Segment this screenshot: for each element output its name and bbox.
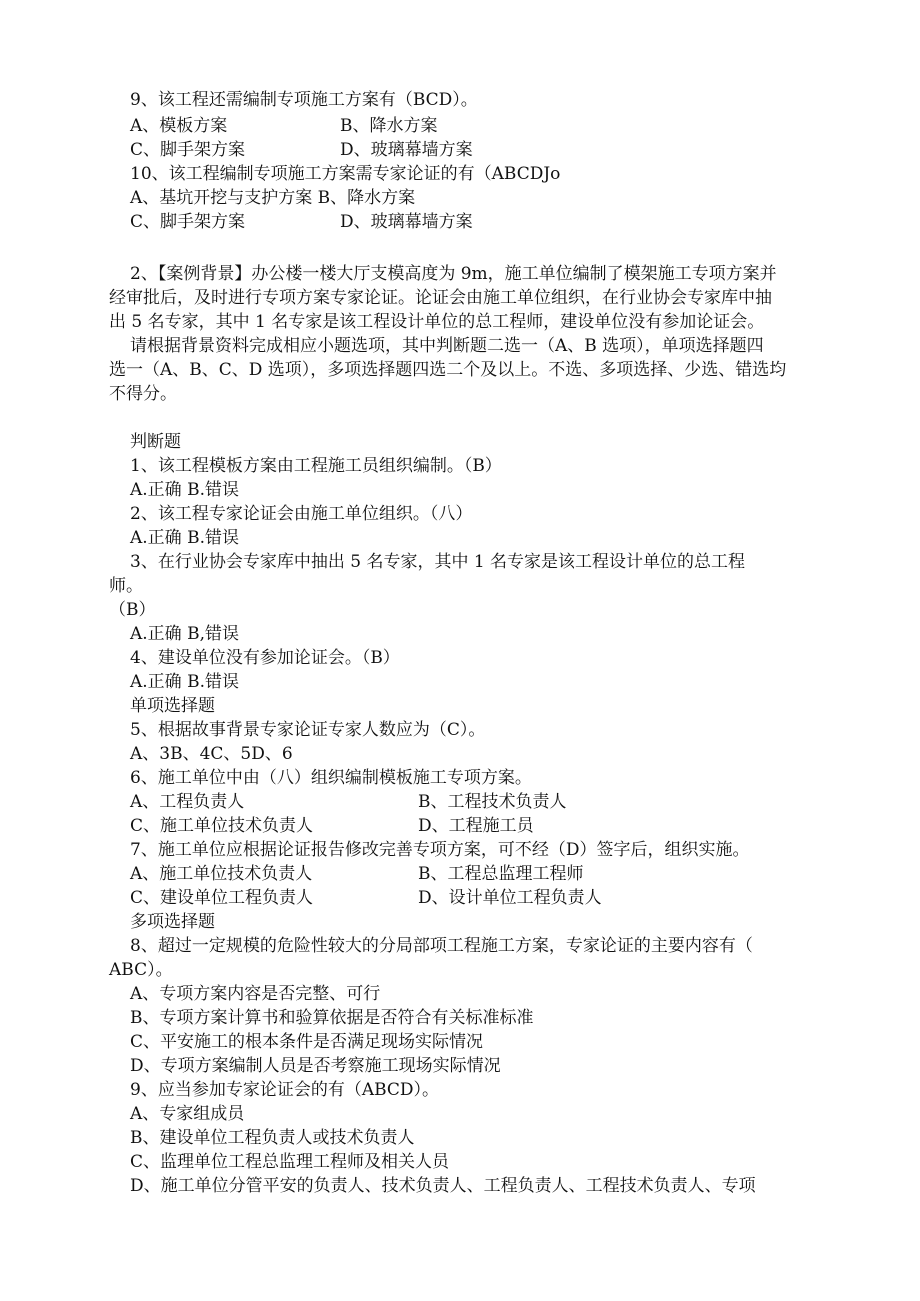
multi-question-8-line2: ABC）。 xyxy=(109,960,173,980)
single-question-6-options-row2 xyxy=(130,814,534,838)
option-c: C、脚手架方案 xyxy=(130,140,246,160)
section-heading-single-choice: 单项选择题 xyxy=(130,696,215,716)
option-a: A、工程负责人 xyxy=(130,792,245,812)
option-d: D、玻璃幕墙方案 xyxy=(340,212,473,232)
case-background-line3: 出 5 名专家，其中 1 名专家是该工程设计单位的总工程师，建设单位没有参加论证会。 xyxy=(109,312,765,332)
judge-question-1-options: A.正确 B.错误 xyxy=(130,480,239,500)
question-10-options-row1: A、基坑开挖与支护方案 B、降水方案 xyxy=(130,188,416,208)
judge-question-3-options: A.正确 B,错误 xyxy=(130,624,239,644)
single-question-6: 6、施工单位中由（八）组织编制模板施工专项方案。 xyxy=(130,768,532,788)
case-background-line1: 2、【案例背景】办公楼一楼大厅支模高度为 9m，施工单位编制了模架施工专项方案并 xyxy=(130,264,777,284)
instructions-line3: 不得分。 xyxy=(109,384,177,404)
question-9-options-row1 xyxy=(130,114,438,138)
option-c: C、施工单位技术负责人 xyxy=(130,816,314,836)
option-c: C、脚手架方案 xyxy=(130,212,246,232)
option-d: D、设计单位工程负责人 xyxy=(418,888,602,908)
option-a: A、施工单位技术负责人 xyxy=(130,864,313,884)
judge-question-3-answer: （B） xyxy=(109,600,156,620)
single-question-7: 7、施工单位应根据论证报告修改完善专项方案，可不经（D）签字后，组织实施。 xyxy=(130,840,750,860)
judge-question-4: 4、建设单位没有参加论证会。（B） xyxy=(130,648,400,668)
single-question-5: 5、根据故事背景专家论证专家人数应为（C）。 xyxy=(130,720,486,740)
single-question-5-options: A、3B、4C、5D、6 xyxy=(130,744,293,764)
section-heading-judgement: 判断题 xyxy=(130,432,181,452)
option-b: B、工程技术负责人 xyxy=(418,792,567,812)
option-a: A、模板方案 xyxy=(130,116,228,136)
instructions-line2: 选一（A、B、C、D 选项），多项选择题四选二个及以上。不选、多项选择、少选、错选均 xyxy=(109,360,787,380)
multi-question-9-option-d: D、施工单位分管平安的负责人、技术负责人、工程负责人、工程技术负责人、专项 xyxy=(130,1176,756,1196)
single-question-7-options-row1 xyxy=(130,862,584,886)
option-d: D、工程施工员 xyxy=(418,816,534,836)
judge-question-4-options: A.正确 B.错误 xyxy=(130,672,239,692)
multi-question-8-option-d: D、专项方案编制人员是否考察施工现场实际情况 xyxy=(130,1056,501,1076)
judge-question-2-options: A.正确 B.错误 xyxy=(130,528,239,548)
multi-question-8-option-b: B、专项方案计算书和验算依据是否符合有关标准标准 xyxy=(130,1008,534,1028)
section-heading-multiple-choice: 多项选择题 xyxy=(130,912,215,932)
multi-question-9: 9、应当参加专家论证会的有（ABCD）。 xyxy=(130,1080,440,1100)
single-question-6-options-row1 xyxy=(130,790,567,814)
multi-question-9-option-a: A、专家组成员 xyxy=(130,1104,245,1124)
instructions-line1: 请根据背景资料完成相应小题选项，其中判断题二选一（A、B 选项），单项选择题四 xyxy=(130,336,764,356)
judge-question-3-line2: 师。 xyxy=(109,576,143,596)
option-c: C、建设单位工程负责人 xyxy=(130,888,314,908)
option-d: D、玻璃幕墙方案 xyxy=(340,140,473,160)
question-9-stem: 9、该工程还需编制专项施工方案有（BCD）。 xyxy=(130,90,478,110)
single-question-7-options-row2 xyxy=(130,886,602,910)
case-background-line2: 经审批后，及时进行专项方案专家论证。论证会由施工单位组织，在行业协会专家库中抽 xyxy=(109,288,772,308)
option-b: B、工程总监理工程师 xyxy=(418,864,584,884)
multi-question-9-option-b: B、建设单位工程负责人或技术负责人 xyxy=(130,1128,415,1148)
judge-question-1: 1、该工程模板方案由工程施工员组织编制。（B） xyxy=(130,456,502,476)
multi-question-8-option-a: A、专项方案内容是否完整、可行 xyxy=(130,984,381,1004)
multi-question-8-option-c: C、平安施工的根本条件是否满足现场实际情况 xyxy=(130,1032,484,1052)
judge-question-2: 2、该工程专家论证会由施工单位组织。（八） xyxy=(130,504,473,524)
multi-question-8-line1: 8、超过一定规模的危险性较大的分局部项工程施工方案，专家论证的主要内容有（ xyxy=(130,936,753,956)
multi-question-9-option-c: C、监理单位工程总监理工程师及相关人员 xyxy=(130,1152,450,1172)
question-9-options-row2 xyxy=(130,138,473,162)
option-b: B、降水方案 xyxy=(340,116,438,136)
question-10-options-row2 xyxy=(130,210,473,234)
question-10-stem: 10、该工程编制专项施工方案需专家论证的有（ABCDJo xyxy=(130,164,561,184)
judge-question-3-line1: 3、在行业协会专家库中抽出 5 名专家，其中 1 名专家是该工程设计单位的总工程 xyxy=(130,552,746,572)
